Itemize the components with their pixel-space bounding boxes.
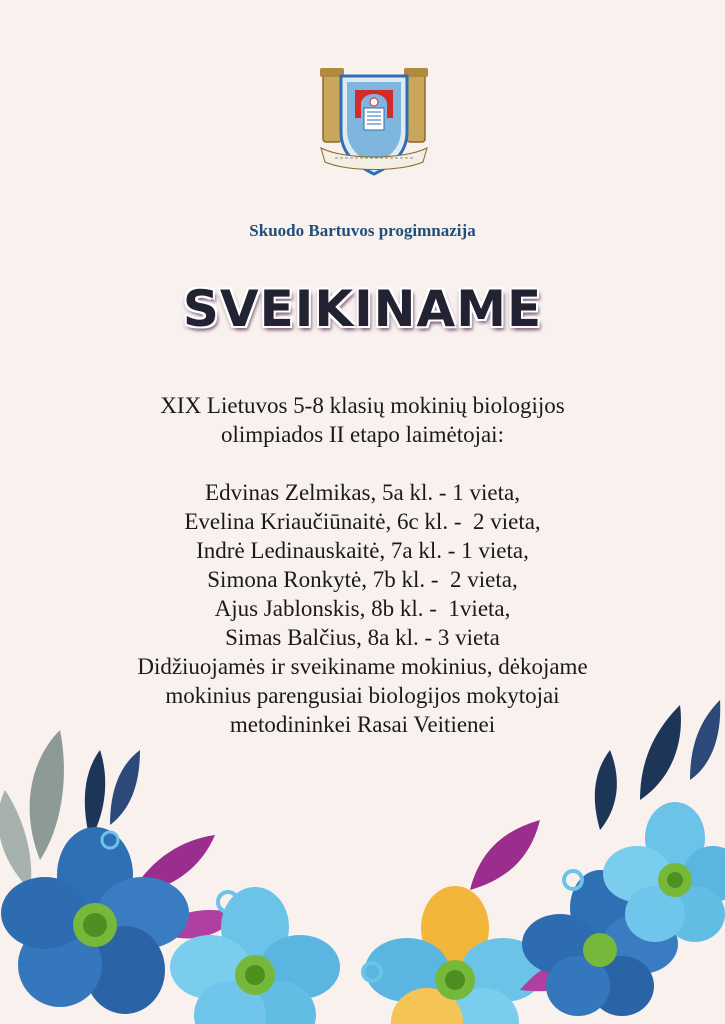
closing-line: metodininkei Rasai Veitienei [229, 712, 496, 737]
closing-line: mokinius parengusiai biologijos mokytojai [165, 683, 560, 708]
closing-line: Didžiuojamės ir sveikiname mokinius, dėkojame [137, 654, 588, 679]
crest-emblem-icon [315, 62, 433, 184]
intro-line: olimpiados II etapo laimėtojai: [221, 422, 504, 447]
winner-line: Evelina Kriaučiūnaitė, 6c kl. - 2 vieta, [184, 509, 541, 534]
winner-line: Edvinas Zelmikas, 5a kl. - 1 vieta, [205, 480, 520, 505]
school-crest-logo [315, 62, 433, 184]
school-name: Skuodo Bartuvos progimnazija [249, 221, 476, 240]
headline: SVEIKINAME [182, 280, 543, 338]
floral-border-decoration [0, 690, 725, 1024]
winner-line: Ajus Jablonskis, 8b kl. - 1vieta, [214, 596, 511, 621]
intro-line: XIX Lietuvos 5-8 klasių mokinių biologijos [160, 393, 565, 418]
flowers-icon [0, 690, 725, 1024]
winner-line: Simas Balčius, 8a kl. - 3 vieta [225, 625, 500, 650]
announcement-text [40, 391, 685, 739]
winner-line: Simona Ronkytė, 7b kl. - 2 vieta, [207, 567, 518, 592]
winner-line: Indrė Ledinauskaitė, 7a kl. - 1 vieta, [196, 538, 529, 563]
spacer [40, 449, 685, 478]
